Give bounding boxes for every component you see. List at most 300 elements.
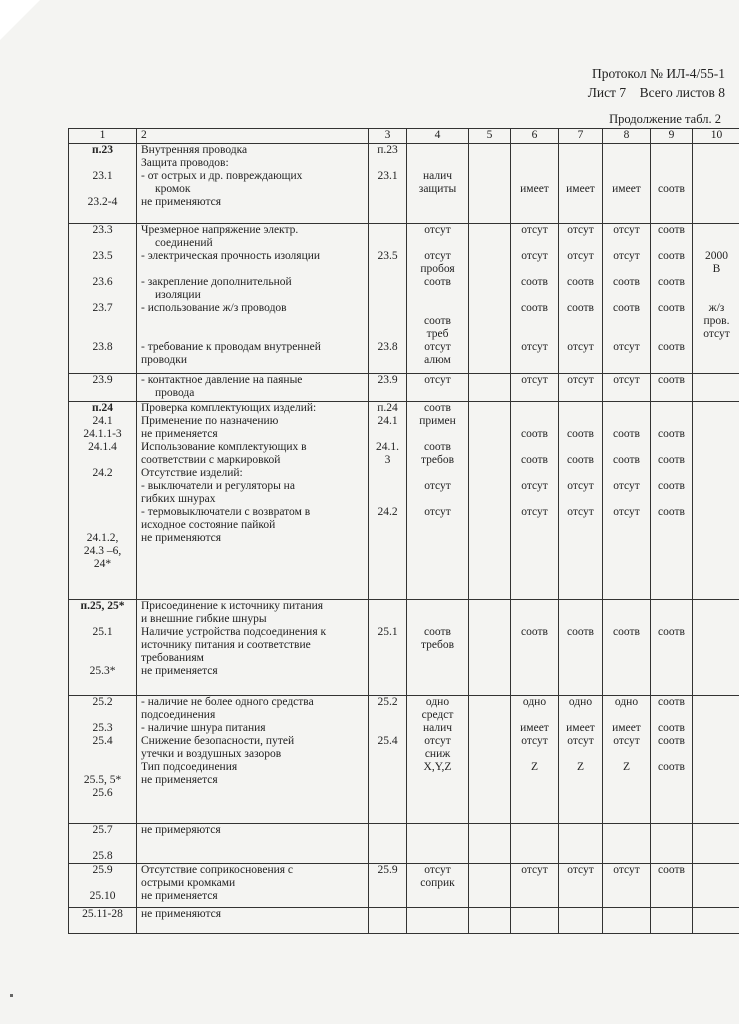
table-row	[69, 864, 739, 908]
cell-line: отсут	[567, 224, 594, 236]
table-row	[69, 696, 739, 824]
table-cell-c9	[651, 144, 693, 224]
column-header: 6	[511, 129, 559, 144]
table-cell-c3	[369, 374, 407, 402]
table-cell-c5	[469, 864, 511, 908]
cell-line	[511, 315, 558, 328]
table-cell-c1	[69, 402, 137, 600]
cell-line	[511, 748, 558, 761]
cell-line: соотв	[613, 276, 640, 288]
cell-line: соотв	[658, 480, 685, 492]
cell-line	[69, 709, 136, 722]
cell-line	[407, 302, 468, 315]
table-cell-c5	[469, 224, 511, 374]
table-cell-c2	[137, 374, 369, 402]
table-cell-c10	[693, 600, 739, 696]
cell-line: острыми кромками	[141, 877, 236, 889]
cell-line	[69, 652, 136, 665]
cell-line	[69, 454, 136, 467]
cell-line	[651, 328, 692, 341]
cell-line: отсут	[521, 224, 548, 236]
cell-line	[369, 315, 406, 328]
cell-line	[69, 761, 136, 774]
cell-line: Отсутствие изделий:	[141, 467, 243, 479]
table-cell-c10	[693, 824, 739, 864]
table-cell-c9	[651, 864, 693, 908]
cell-line	[603, 170, 650, 183]
cell-line: отсут	[424, 480, 451, 492]
table-cell-c4	[407, 402, 469, 600]
cell-line: соотв	[424, 402, 451, 414]
cell-line: соотв	[658, 276, 685, 288]
cell-line: гибких шнурах	[141, 493, 216, 505]
cell-line: Защита проводов:	[141, 157, 229, 169]
cell-line: треб	[426, 328, 449, 340]
cell-line: - закрепление дополнительной	[141, 276, 292, 288]
cell-line: одно	[614, 696, 639, 708]
cell-line: - контактное давление на паяные	[141, 374, 303, 386]
cell-line: - термовыключатели с возвратом в	[141, 506, 311, 518]
table-cell-c7	[559, 374, 603, 402]
cell-line: 25.8	[92, 850, 113, 862]
table-row	[69, 402, 739, 600]
cell-line	[651, 493, 692, 506]
cell-line: Снижение безопасности, путей	[141, 735, 295, 747]
cell-line: - требование к проводам внутренней	[141, 341, 321, 353]
cell-line: требованиям	[141, 652, 204, 664]
cell-line: Применение по назначению	[141, 415, 279, 427]
cell-line: Z	[576, 761, 585, 773]
cell-line	[559, 144, 602, 157]
table-cell-c6	[511, 600, 559, 696]
table-cell-c6	[511, 696, 559, 824]
table-cell-c3	[369, 402, 407, 600]
cell-line: одно	[568, 696, 593, 708]
cell-line	[369, 467, 406, 480]
table-cell-c9	[651, 224, 693, 374]
cell-line	[559, 263, 602, 276]
cell-line: примен	[419, 415, 456, 427]
cell-line	[137, 328, 368, 341]
table-cell-c5	[469, 696, 511, 824]
table-cell-c8	[603, 600, 651, 696]
table-cell-c7	[559, 224, 603, 374]
protocol-header	[588, 64, 725, 102]
cell-line: отсут	[567, 480, 594, 492]
cell-line	[69, 289, 136, 302]
table-cell-c9	[651, 402, 693, 600]
cell-line: 23.2-4	[87, 196, 118, 208]
cell-line: соотв	[658, 696, 685, 708]
cell-line	[511, 157, 558, 170]
sheet-number: Лист 7	[587, 85, 627, 100]
table-cell-c2	[137, 600, 369, 696]
cell-line	[651, 441, 692, 454]
cell-line	[559, 415, 602, 428]
cell-line	[69, 748, 136, 761]
cell-line	[511, 600, 558, 613]
cell-line: соотв	[613, 428, 640, 440]
folded-corner	[0, 0, 40, 40]
column-header: 9	[651, 129, 693, 144]
cell-line: не применяются	[141, 532, 222, 544]
cell-line	[369, 722, 406, 735]
table-cell-c5	[469, 824, 511, 864]
cell-line	[369, 289, 406, 302]
cell-line: соотв	[658, 250, 685, 262]
table-cell-c10	[693, 402, 739, 600]
cell-line: отсут	[424, 735, 451, 747]
cell-line	[559, 709, 602, 722]
cell-line: налич	[422, 722, 453, 734]
cell-line	[603, 237, 650, 250]
cell-line: соотв	[658, 341, 685, 353]
cell-line: пров.	[703, 315, 730, 327]
cell-line: соотв	[613, 302, 640, 314]
table-cell-c10	[693, 374, 739, 402]
cell-line: 25.4	[92, 735, 113, 747]
cell-line	[603, 315, 650, 328]
results-table	[68, 128, 739, 934]
cell-line: 25.1	[377, 626, 398, 638]
cell-line: соотв	[658, 224, 685, 236]
cell-line	[693, 289, 739, 302]
cell-line	[369, 328, 406, 341]
cell-line	[511, 263, 558, 276]
cell-line: Проверка комплектующих изделий:	[141, 402, 317, 414]
table-row	[69, 600, 739, 696]
cell-line: 25.10	[89, 890, 116, 902]
sheet-info	[588, 83, 725, 102]
cell-line: отсут	[424, 250, 451, 262]
table-cell-c2	[137, 696, 369, 824]
cell-line: 23.9	[92, 374, 113, 386]
cell-line: соотв	[567, 454, 594, 466]
cell-line	[559, 748, 602, 761]
cell-line	[559, 493, 602, 506]
cell-line	[69, 328, 136, 341]
table-cell-c9	[651, 600, 693, 696]
cell-line: защиты	[418, 183, 457, 195]
cell-line	[559, 157, 602, 170]
table-cell-c6	[511, 374, 559, 402]
cell-line	[511, 144, 558, 157]
cell-line: имеет	[520, 183, 549, 195]
table-cell-c9	[651, 908, 693, 934]
cell-line	[369, 600, 406, 613]
cell-line	[511, 709, 558, 722]
cell-line	[511, 402, 558, 415]
cell-line	[559, 467, 602, 480]
cell-line	[603, 748, 650, 761]
table-cell-c10	[693, 864, 739, 908]
cell-line	[693, 276, 739, 289]
cell-line: соотв	[658, 761, 685, 773]
table-row	[69, 374, 739, 402]
cell-line	[511, 441, 558, 454]
cell-line: 23.5	[92, 250, 113, 262]
cell-line: отсут	[703, 328, 730, 340]
table-cell-c7	[559, 908, 603, 934]
column-header: 2	[137, 129, 369, 144]
table-cell-c8	[603, 824, 651, 864]
cell-line: отсут	[613, 506, 640, 518]
cell-line	[69, 237, 136, 250]
cell-line: исходное состояние пайкой	[141, 519, 276, 531]
table-cell-c8	[603, 374, 651, 402]
cell-line: Использование комплектующих в	[141, 441, 307, 453]
cell-line: ж/з	[708, 302, 725, 314]
cell-line: отсут	[613, 374, 640, 386]
cell-line: Тип подсоединения	[141, 761, 238, 773]
cell-line: 25.1	[92, 626, 113, 638]
cell-line: изоляции	[155, 289, 201, 301]
cell-line	[69, 506, 136, 519]
cell-line: 23.8	[377, 341, 398, 353]
cell-line: 24.3 –6,	[83, 545, 122, 557]
cell-line: отсут	[424, 341, 451, 353]
cell-line	[559, 170, 602, 183]
cell-line	[559, 402, 602, 415]
cell-line: средст	[421, 709, 454, 721]
cell-line: требов	[420, 454, 455, 466]
table-row	[69, 224, 739, 374]
cell-line	[651, 289, 692, 302]
table-cell-c5	[469, 908, 511, 934]
cell-line	[69, 157, 136, 170]
cell-line: 25.11-28	[82, 908, 123, 920]
cell-line: - от острых и др. повреждающих	[141, 170, 303, 182]
cell-line: отсут	[567, 735, 594, 747]
table-cell-c6	[511, 402, 559, 600]
cell-line: пробоя	[420, 263, 455, 275]
cell-line: соотв	[567, 302, 594, 314]
cell-line	[369, 157, 406, 170]
cell-line	[651, 315, 692, 328]
cell-line	[511, 328, 558, 341]
column-header: 4	[407, 129, 469, 144]
table-cell-c4	[407, 908, 469, 934]
cell-line	[369, 263, 406, 276]
cell-line: 24.2	[377, 506, 398, 518]
cell-line: 24.1.4	[88, 441, 117, 453]
table-cell-c6	[511, 908, 559, 934]
cell-line: не применяется	[141, 665, 218, 677]
cell-line	[603, 144, 650, 157]
column-header-row	[69, 129, 739, 144]
table-cell-c8	[603, 144, 651, 224]
table-cell-c4	[407, 224, 469, 374]
table-cell-c3	[369, 696, 407, 824]
cell-line: 25.3	[92, 722, 113, 734]
cell-line	[603, 600, 650, 613]
cell-line	[369, 237, 406, 250]
cell-line: отсут	[521, 735, 548, 747]
cell-line: 25.3*	[89, 665, 116, 677]
cell-line: не применяется	[141, 890, 218, 902]
table-cell-c1	[69, 824, 137, 864]
cell-line	[511, 415, 558, 428]
cell-line	[407, 613, 468, 626]
table-cell-c1	[69, 224, 137, 374]
table-cell-c7	[559, 600, 603, 696]
cell-line: соотв	[658, 428, 685, 440]
cell-line: 23.1	[377, 170, 398, 182]
table-cell-c5	[469, 402, 511, 600]
cell-line: 24.2	[92, 467, 113, 479]
cell-line	[407, 289, 468, 302]
cell-line: соединений	[155, 237, 213, 249]
cell-line: 24*	[93, 558, 112, 570]
cell-line	[693, 224, 739, 237]
cell-line: 23.1	[92, 170, 113, 182]
cell-line	[559, 237, 602, 250]
cell-line: имеет	[566, 183, 595, 195]
cell-line: - наличие не более одного средства	[141, 696, 314, 708]
cell-line: соотв	[658, 506, 685, 518]
cell-line	[603, 613, 650, 626]
cell-line	[651, 709, 692, 722]
cell-line	[407, 467, 468, 480]
column-header: 5	[469, 129, 511, 144]
cell-line	[603, 289, 650, 302]
cell-line: п.24	[91, 402, 113, 414]
cell-line	[651, 263, 692, 276]
table-cell-c3	[369, 908, 407, 934]
cell-line: отсут	[521, 480, 548, 492]
cell-line: отсут	[424, 224, 451, 236]
cell-line	[69, 183, 136, 196]
cell-line: 23.6	[92, 276, 113, 288]
sheet-total: Всего листов 8	[639, 85, 725, 100]
cell-line: соприк	[420, 877, 455, 889]
table-cell-c4	[407, 374, 469, 402]
cell-line	[369, 302, 406, 315]
cell-line	[603, 709, 650, 722]
table-cell-c2	[137, 144, 369, 224]
cell-line: соотв	[424, 441, 451, 453]
cell-line: 2000	[705, 250, 728, 262]
cell-line: не применяются	[141, 196, 222, 208]
cell-line	[69, 837, 136, 850]
table-cell-c10	[693, 908, 739, 934]
cell-line: 23.7	[92, 302, 113, 314]
cell-line: 24.1.1-3	[83, 428, 122, 440]
cell-line	[407, 428, 468, 441]
cell-line: отсут	[613, 250, 640, 262]
cell-line: имеет	[612, 183, 641, 195]
cell-line	[511, 289, 558, 302]
cell-line: соотв	[658, 626, 685, 638]
cell-line: 3	[384, 454, 391, 466]
cell-line	[369, 276, 406, 289]
cell-line: - использование ж/з проводов	[141, 302, 287, 314]
cell-line: 25.6	[92, 787, 113, 799]
column-header: 3	[369, 129, 407, 144]
cell-line	[603, 441, 650, 454]
table-cell-c5	[469, 600, 511, 696]
cell-line: 25.2	[377, 696, 398, 708]
table-cell-c3	[369, 224, 407, 374]
table-cell-c2	[137, 824, 369, 864]
cell-line: соответствии с маркировкой	[141, 454, 281, 466]
cell-line: 25.5, 5*	[83, 774, 122, 786]
cell-line	[511, 613, 558, 626]
cell-line: отсут	[521, 250, 548, 262]
cell-line: соотв	[424, 276, 451, 288]
cell-line	[407, 493, 468, 506]
cell-line: соотв	[658, 302, 685, 314]
table-cell-c9	[651, 374, 693, 402]
cell-line	[511, 237, 558, 250]
cell-line	[69, 877, 136, 890]
cell-line: 24.1	[92, 415, 113, 427]
table-cell-c3	[369, 864, 407, 908]
cell-line	[407, 237, 468, 250]
table-cell-c8	[603, 696, 651, 824]
table-cell-c7	[559, 402, 603, 600]
cell-line: не применяется	[141, 774, 218, 786]
cell-line	[69, 315, 136, 328]
cell-line: соотв	[658, 183, 685, 195]
table-cell-c3	[369, 144, 407, 224]
cell-line: Z	[622, 761, 631, 773]
cell-line	[369, 224, 406, 237]
protocol-number: Протокол № ИЛ-4/55-1	[591, 66, 725, 81]
cell-line: отсут	[613, 341, 640, 353]
cell-line: 23.3	[92, 224, 113, 236]
cell-line	[651, 144, 692, 157]
cell-line	[651, 467, 692, 480]
cell-line	[559, 600, 602, 613]
cell-line	[369, 613, 406, 626]
cell-line: соотв	[424, 315, 451, 327]
cell-line: Наличие устройства подсоединения к	[141, 626, 327, 638]
cell-line: 24.1	[377, 415, 398, 427]
cell-line: 23.5	[377, 250, 398, 262]
cell-line: отсут	[521, 341, 548, 353]
table-cell-c8	[603, 908, 651, 934]
table-cell-c6	[511, 824, 559, 864]
cell-line	[511, 467, 558, 480]
cell-line	[69, 639, 136, 652]
table-cell-c1	[69, 864, 137, 908]
cell-line: 25.7	[92, 824, 113, 836]
cell-line	[369, 480, 406, 493]
cell-line: 24.1.	[376, 441, 399, 453]
cell-line	[603, 493, 650, 506]
cell-line	[69, 519, 136, 532]
cell-line: соотв	[658, 374, 685, 386]
cell-line: соотв	[658, 864, 685, 876]
cell-line	[369, 428, 406, 441]
cell-line: отсут	[567, 864, 594, 876]
cell-line	[137, 315, 368, 328]
cell-line: соотв	[521, 626, 548, 638]
column-header: 10	[693, 129, 739, 144]
cell-line: 23.9	[377, 374, 398, 386]
table-cell-c1	[69, 908, 137, 934]
cell-line: Z	[530, 761, 539, 773]
cell-line	[69, 480, 136, 493]
cell-line	[369, 709, 406, 722]
cell-line: подсоединения	[141, 709, 216, 721]
table-cell-c5	[469, 144, 511, 224]
cell-line: соотв	[658, 722, 685, 734]
cell-line: отсут	[613, 224, 640, 236]
table-cell-c8	[603, 224, 651, 374]
cell-line: отсут	[613, 864, 640, 876]
